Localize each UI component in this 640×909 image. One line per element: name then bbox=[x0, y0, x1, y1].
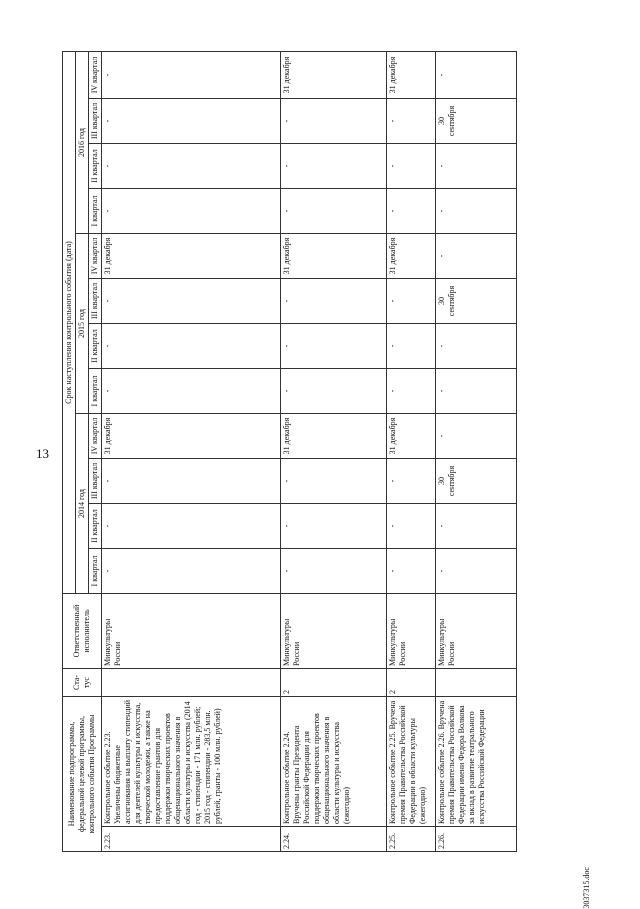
quarter-cell: - bbox=[436, 504, 517, 549]
row-responsible: Минкультуры России bbox=[436, 594, 517, 669]
header-quarter: III квартал bbox=[89, 459, 102, 504]
quarter-cell: - bbox=[436, 144, 517, 189]
quarter-cell: - bbox=[281, 279, 387, 324]
quarter-cell: - bbox=[281, 144, 387, 189]
quarter-cell: - bbox=[102, 504, 281, 549]
header-year-2014: 2014 год bbox=[76, 414, 89, 594]
quarter-cell: - bbox=[102, 549, 281, 594]
row-number: 2.26. bbox=[436, 827, 517, 852]
page-number: 13 bbox=[36, 446, 49, 461]
header-quarter: II квартал bbox=[89, 144, 102, 189]
row-name: Контрольное событие 2.26. Вручена премия Правительства Российской Федерации имени Федора Волкова за вклад в развитие театрального искусства Российской Федерации bbox=[436, 697, 517, 827]
row-name: Контрольное событие 2.25. Вручена премия Правительства Российской Федерации в области культуры (ежегодно) bbox=[387, 697, 436, 827]
quarter-cell: - bbox=[387, 459, 436, 504]
row-status: 2 bbox=[387, 669, 436, 697]
quarter-cell: - bbox=[281, 99, 387, 144]
row-responsible: Минкультуры России bbox=[102, 594, 281, 669]
quarter-cell: - bbox=[436, 414, 517, 459]
row-number: 2.25. bbox=[387, 827, 436, 852]
quarter-cell: - bbox=[436, 324, 517, 369]
row-name: Контрольное событие 2.24. Вручены гранты Президента Российской Федерации для поддержки творческих проектов общенационального значения в области культуры и искусства (ежегодно) bbox=[281, 697, 387, 827]
quarter-cell: - bbox=[281, 369, 387, 414]
table-row bbox=[102, 51, 281, 851]
header-quarter: III квартал bbox=[89, 279, 102, 324]
quarter-cell: - bbox=[102, 51, 281, 98]
quarter-cell: - bbox=[102, 99, 281, 144]
header-quarter: I квартал bbox=[89, 549, 102, 594]
header-quarter: II квартал bbox=[89, 324, 102, 369]
row-responsible: Минкультуры России bbox=[281, 594, 387, 669]
quarter-cell: - bbox=[102, 324, 281, 369]
quarter-cell: 31 декабря bbox=[281, 414, 387, 459]
rotated-table-container bbox=[62, 52, 622, 852]
quarter-cell: - bbox=[281, 324, 387, 369]
quarter-cell: - bbox=[281, 504, 387, 549]
header-quarter: III квартал bbox=[89, 99, 102, 144]
quarter-cell: 31 декабря bbox=[281, 234, 387, 279]
header-quarter: II квартал bbox=[89, 504, 102, 549]
header-quarter: IV квартал bbox=[89, 234, 102, 279]
quarter-cell: 31 декабря bbox=[387, 51, 436, 98]
header-deadline-group: Срок наступления контрольного события (дата) bbox=[63, 51, 76, 593]
quarter-cell: - bbox=[436, 369, 517, 414]
row-status: 2 bbox=[281, 669, 387, 697]
row-responsible: Минкультуры России bbox=[387, 594, 436, 669]
table-row bbox=[281, 51, 387, 851]
footer-file-code: 3037315.doc bbox=[582, 867, 591, 909]
row-number: 2.24. bbox=[281, 827, 387, 852]
quarter-cell: - bbox=[436, 189, 517, 234]
quarter-cell: - bbox=[387, 99, 436, 144]
quarter-cell: - bbox=[281, 549, 387, 594]
quarter-cell: - bbox=[436, 549, 517, 594]
header-year-2015: 2015 год bbox=[76, 234, 89, 414]
quarter-cell: - bbox=[387, 279, 436, 324]
control-events-table bbox=[62, 51, 517, 852]
quarter-cell: - bbox=[387, 504, 436, 549]
header-responsible: Ответственный исполнитель bbox=[63, 594, 102, 669]
quarter-cell: 30 сентября bbox=[436, 459, 517, 504]
header-quarter: IV квартал bbox=[89, 414, 102, 459]
quarter-cell: - bbox=[387, 324, 436, 369]
header-name: Наименование подпрограммы, федеральной целевой программы, контрольного события Программы bbox=[63, 697, 102, 852]
quarter-cell: - bbox=[102, 459, 281, 504]
header-status: Ста-тус bbox=[63, 669, 102, 697]
row-name: Контрольное событие 2.23. Увеличены бюджетные ассигнования на выплату стипендий для деятелей культуры и искусства, творческой молодежи, а также на предоставление грантов для поддержки творческих проектов общенационального значения в области культуры и искусства (2014 год - стипендии - 171 млн. рублей; 2015 год - стипендии - 283,5 млн. рублей, гранты - 100 млн. рублей) bbox=[102, 697, 281, 827]
quarter-cell: - bbox=[102, 189, 281, 234]
quarter-cell: - bbox=[387, 369, 436, 414]
quarter-cell: 31 декабря bbox=[102, 234, 281, 279]
quarter-cell: - bbox=[102, 369, 281, 414]
quarter-cell: - bbox=[387, 549, 436, 594]
quarter-cell: 31 декабря bbox=[102, 414, 281, 459]
row-status bbox=[436, 669, 517, 697]
quarter-cell: - bbox=[281, 189, 387, 234]
row-number: 2.23. bbox=[102, 827, 281, 852]
quarter-cell: 31 декабря bbox=[281, 51, 387, 98]
quarter-cell: - bbox=[387, 189, 436, 234]
quarter-cell: 30 сентября bbox=[436, 279, 517, 324]
quarter-cell: 30 сентября bbox=[436, 99, 517, 144]
quarter-cell: - bbox=[281, 459, 387, 504]
table-row bbox=[387, 51, 436, 851]
quarter-cell: - bbox=[387, 144, 436, 189]
header-quarter: I квартал bbox=[89, 369, 102, 414]
quarter-cell: 31 декабря bbox=[387, 234, 436, 279]
quarter-cell: - bbox=[436, 51, 517, 98]
row-status bbox=[102, 669, 281, 697]
header-year-2016: 2016 год bbox=[76, 51, 89, 233]
quarter-cell: - bbox=[102, 144, 281, 189]
quarter-cell: - bbox=[102, 279, 281, 324]
table-row bbox=[436, 51, 517, 851]
header-quarter: I квартал bbox=[89, 189, 102, 234]
quarter-cell: 31 декабря bbox=[387, 414, 436, 459]
header-quarter: IV квартал bbox=[89, 51, 102, 98]
quarter-cell: - bbox=[436, 234, 517, 279]
